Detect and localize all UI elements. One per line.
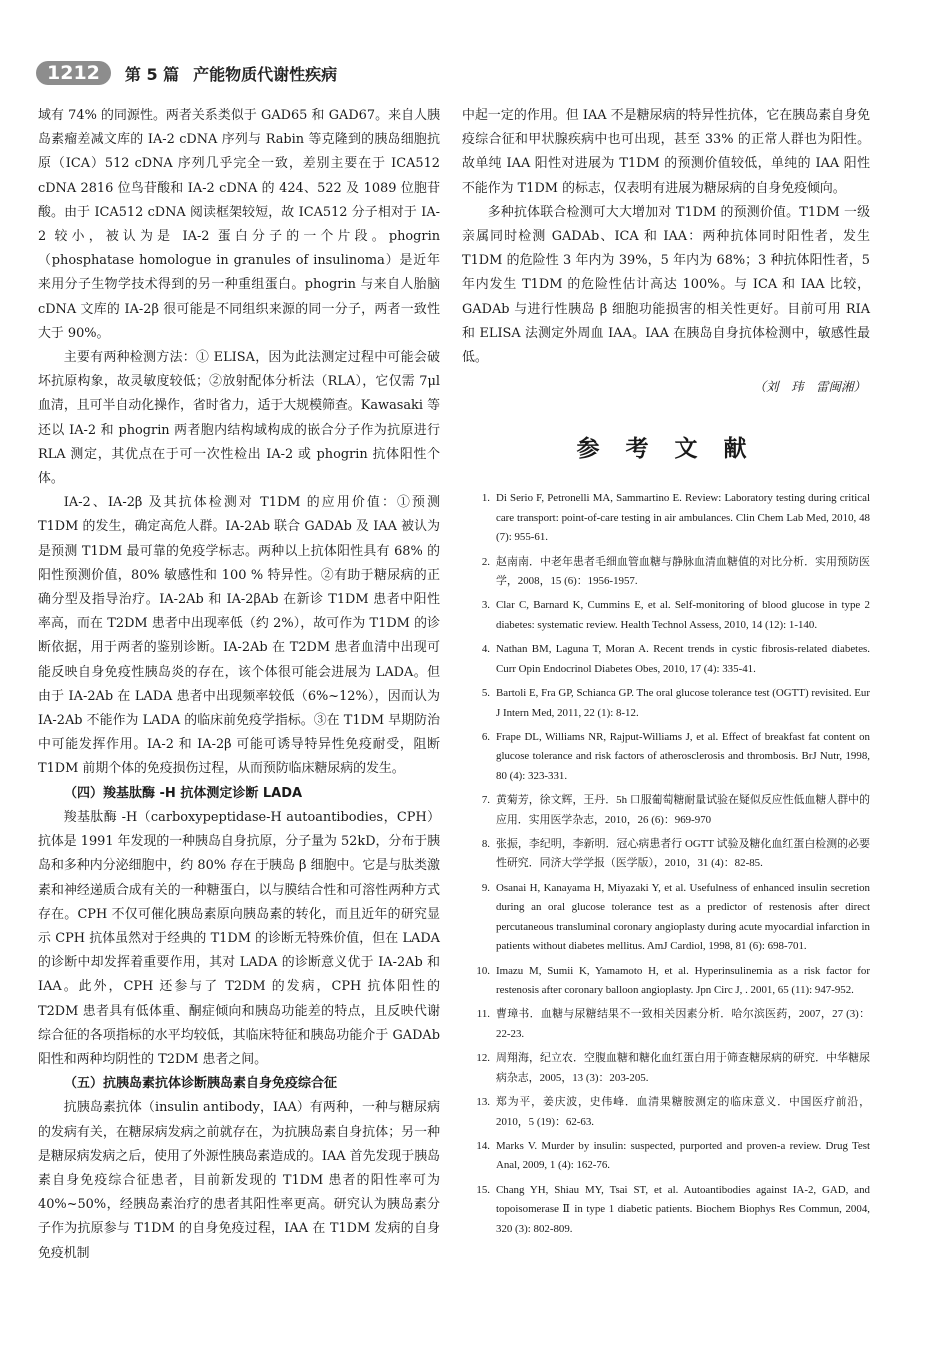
- reference-number: 2.: [481, 555, 490, 568]
- reference-number: 14.: [476, 1139, 490, 1152]
- reference-text: 黄菊芳，徐文辉，王丹．5h 口服葡萄糖耐量试验在疑似反应性低血糖人群中的应用．实用医学杂志，2010，26 (6)：969-970: [496, 794, 870, 826]
- reference-text: Nathan BM, Laguna T, Moran A. Recent trends in cystic fibrosis-related diabetes. Curr Opin Endocrinol Diabetes Obes, 2010, 17 (4): 335-41.: [496, 643, 870, 675]
- page-number-badge: 1212: [36, 61, 111, 85]
- paragraph: 主要有两种检测方法：① ELISA，因为此法测定过程中可能会破坏抗原构象，故灵敏度较低；②放射配体分析法（RLA），它仅需 7μl 血清，且可半自动化操作，省时省力，适于大规模筛查。Kawasaki 等还以 IA-2 和 phogrin 两者胞内结构域构成的嵌合分子作为抗原进行 RLA 测定，其优点在于可一次性检出 IA-2 或 phogrin 抗体阳性个体。: [38, 350, 440, 487]
- reference-text: Bartoli E, Fra GP, Schianca GP. The oral glucose tolerance test (OGTT) revisited. Eur J Intern Med, 2011, 22 (1): 8-12.: [496, 686, 870, 719]
- reference-item: [462, 962, 870, 1001]
- reference-item: [462, 1137, 870, 1176]
- reference-number: 13.: [476, 1095, 490, 1108]
- reference-number: 1.: [481, 492, 490, 505]
- reference-text: Imazu M, Sumii K, Yamamoto H, et al. Hyperinsulinemia as a risk factor for restenosis after coronary balloon angioplasty. Jpn Circ J, . 2001, 65 (11): 947-952.: [496, 964, 870, 997]
- reference-number: 9.: [481, 881, 490, 894]
- section-heading: （五）抗胰岛素抗体诊断胰岛素自身免疫综合征: [64, 1076, 338, 1092]
- reference-text: Marks V. Murder by insulin: suspected, purported and proven-a review. Drug Test Anal, 2009, 1 (4): 162-76.: [496, 1139, 870, 1172]
- reference-item: [462, 553, 870, 592]
- reference-list: [462, 489, 870, 1239]
- paragraph: 羧基肽酶 -H（carboxypeptidase-H autoantibodies，CPH）抗体是 1991 年发现的一种胰岛自身抗原，分子量为 52kD，分布于胰岛和多种内分泌细胞中，约 80% 存在于胰岛 β 细胞中。它是与肽类激素和神经递质合成有关的一种糖蛋白，以与膜结合性和可溶性两种方式存在。CPH 不仅可催化胰岛素原向胰岛素的转化，而且近年的研究显示 CPH 抗体虽然对于经典的 T1DM 的诊断无特殊价值，但在 LADA 的诊断中却发挥着重要作用，其对 LADA 的诊断意义优于 IA-2Ab 和 IAA。此外，CPH 还参与了 T2DM 的发病，CPH 抗体阳性的 T2DM 患者具有低体重、酮症倾向和胰岛功能差的特点，且反映代谢综合征的各项指标的水平均较低，其临床特征和胰岛功能介于 GADAb 阳性和两种均阴性的 T2DM 患者之间。: [38, 809, 440, 1067]
- paragraph: 抗胰岛素抗体（insulin antibody，IAA）有两种，一种与糖尿病的发病有关，在糖尿病发病之前就存在，为抗胰岛素自身抗体；另一种是糖尿病发病之后，使用了外源性胰岛素造成的。IAA 首先发现于胰岛素自身免疫综合征患者，目前新发现的 T1DM 患者的阳性率可为 40%~50%，经胰岛素治疗的患者其阳性率更高。研究认为胰岛素分子作为抗原参与 T1DM 的自身免疫过程，IAA 在 T1DM 发病的自身免疫机制: [38, 1100, 440, 1261]
- right-column: [462, 104, 870, 1244]
- reference-number: 8.: [481, 837, 490, 850]
- reference-item: [462, 640, 870, 679]
- reference-text: Frape DL, Williams NR, Rajput-Williams J, et al. Effect of breakfast fat content on glucose tolerance and risk factors of atherosclerosis and thrombosis. BrJ Nutr, 1998, 80 (4): 323-331.: [496, 730, 870, 782]
- reference-text: Osanai H, Kanayama H, Miyazaki Y, et al. Usefulness of enhanced insulin secretion during an oral glucose tolerance test as a predictor of restenosis after direct percutaneous transluminal coronary angioplasty during acute myocardial infarction in patients without diabetes mellitus. AmJ Cardiol, 1998, 81 (6): 698-701.: [496, 881, 870, 953]
- reference-number: 10.: [476, 964, 490, 977]
- section-heading: （四）羧基肽酶 -H 抗体测定诊断 LADA: [64, 785, 303, 801]
- part-title: 产能物质代谢性疾病: [193, 64, 338, 84]
- page-header: [36, 58, 906, 88]
- reference-text: 曹璋书．血糖与尿糖结果不一致相关因素分析．哈尔滨医药，2007，27 (3)：22-23.: [496, 1008, 870, 1041]
- reference-item: [462, 684, 870, 723]
- reference-item: [462, 489, 870, 548]
- reference-item: [462, 1049, 870, 1088]
- paragraph: 中起一定的作用。但 IAA 不是糖尿病的特异性抗体，它在胰岛素自身免疫综合征和甲状腺疾病中也可出现，甚至 33% 的正常人群也为阳性。故单纯 IAA 阳性对进展为 T1DM 的预测价值较低，单纯的 IAA 阳性不能作为 T1DM 的标志，仅表明有进展为糖尿病的自身免疫倾向。: [462, 108, 870, 196]
- reference-text: Clar C, Barnard K, Cummins E, et al. Self-monitoring of blood glucose in type 2 diabetes: systematic review. Health Technol Assess, 2010, 14 (12): 1-140.: [496, 599, 870, 631]
- reference-text: 郑为平，姜庆波，史伟峰．血清果糖胺测定的临床意义．中国医疗前沿，2010，5 (19)：62-63.: [496, 1095, 870, 1128]
- reference-item: [462, 791, 870, 830]
- reference-item: [462, 1005, 870, 1044]
- reference-number: 4.: [481, 643, 490, 656]
- reference-number: 5.: [481, 686, 490, 699]
- reference-item: [462, 879, 870, 957]
- reference-item: [462, 835, 870, 874]
- part-label: 第 5 篇: [124, 64, 180, 84]
- reference-item: [462, 596, 870, 635]
- running-head: [125, 62, 351, 85]
- reference-text: Di Serio F, Petronelli MA, Sammartino E. Review: Laboratory testing during critical care transport: point-of-care testing in air ambulances. Clin Chem Lab Med, 2010, 48 (7): 955-61.: [496, 492, 870, 544]
- paragraph: IA-2、IA-2β 及其抗体检测对 T1DM 的应用价值：①预测 T1DM 的发生，确定高危人群。IA-2Ab 联合 GADAb 及 IAA 被认为是预测 T1DM 最可靠的免疫学标志。两种以上抗体阳性具有 68% 的阳性预测价值，80% 敏感性和 100 % 特异性。②有助于糖尿病的正确分型及指导治疗。IA-2Ab 和 IA-2βAb 在新诊 T1DM 患者中阳性率高，而在 T2DM 患者中出现率低（约 2%），故可作为 T1DM 的诊断依据，用于两者的鉴别诊断。IA-2Ab 在 T2DM 患者血清中出现可能反映自身免疫性胰岛炎的存在，该个体很可能会进展为 LADA。但由于 IA-2Ab 在 LADA 患者中出现频率较低（6%~12%），因而认为 IA-2Ab 不能作为 LADA 的临床前免疫学指标。③在 T1DM 早期防治中可能发挥作用。IA-2 和 IA-2β 可能可诱导特异性免疫耐受，阻断 T1DM 前期个体的免疫损伤过程，从而预防临床糖尿病的发生。: [38, 495, 440, 777]
- reference-text: 张振，李纪明，李新明．冠心病患者行 OGTT 试验及糖化血红蛋白检测的必要性研究．同济大学学报（医学版），2010，31 (4)：82-85.: [496, 837, 870, 870]
- references-heading: 参 考 文 献: [576, 435, 756, 463]
- reference-number: 3.: [481, 599, 490, 612]
- reference-number: 11.: [476, 1008, 490, 1021]
- reference-item: [462, 1181, 870, 1240]
- reference-number: 15.: [476, 1183, 490, 1196]
- reference-number: 7.: [481, 794, 490, 807]
- reference-item: [462, 728, 870, 787]
- reference-item: [462, 1093, 870, 1132]
- paragraph: 域有 74% 的同源性。两者关系类似于 GAD65 和 GAD67。来自人胰岛素瘤差减文库的 IA-2 cDNA 序列与 Rabin 等克隆到的胰岛细胞抗原（ICA）512 cDNA 序列几乎完全一致，差别主要在于 ICA512 cDNA 2816 位鸟苷酸和 IA-2 cDNA 的 424、522 及 1089 位胞苷酸。由于 ICA512 cDNA 阅读框架较短，故 ICA512 分子相对于 IA-2 较小，被认为是 IA-2 蛋白分子的一个片段。phogrin（phosphatase homologue in granules of insulinoma）是近年来用分子生物学技术得到的另一种重组蛋白。phogrin 与来自人胎脑 cDNA 文库的 IA-2β 很可能是不同组织来源的同一分子，两者一致性大于 90%。: [38, 108, 440, 341]
- reference-number: 12.: [476, 1052, 490, 1065]
- reference-text: Chang YH, Shiau MY, Tsai ST, et al. Autoantibodies against IA-2, GAD, and topoisomerase Ⅱ in type 1 diabetic patients. Biochem Biophys Res Commun, 2004, 320 (3): 802-809.: [496, 1183, 870, 1235]
- paragraph: 多种抗体联合检测可大大增加对 T1DM 的预测价值。T1DM 一级亲属同时检测 GADAb、ICA 和 IAA：两种抗体同时阳性者，发生 T1DM 的危险性 3 年内为 39%，5 年内为 68%；3 种抗体阳性者，5 年内发生 T1DM 的危险性估计高达 100%。与 ICA 和 IAA 比较，GADAb 与进行性胰岛 β 细胞功能损害的相关性更好。目前可用 RIA 和 ELISA 法测定外周血 IAA。IAA 在胰岛自身抗体检测中，敏感性最低。: [462, 204, 870, 366]
- reference-number: 6.: [481, 730, 490, 743]
- reference-text: 赵南南．中老年患者毛细血管血糖与静脉血清血糖值的对比分析．实用预防医学，2008，15 (6)：1956-1957.: [496, 555, 870, 588]
- author-credit: （刘 玮 雷闽湘）: [753, 379, 866, 395]
- left-column: [38, 104, 440, 1266]
- reference-text: 周翔海，纪立农．空腹血糖和糖化血红蛋白用于筛查糖尿病的研究．中华糖尿病杂志，2005，13 (3)：203-205.: [496, 1052, 870, 1084]
